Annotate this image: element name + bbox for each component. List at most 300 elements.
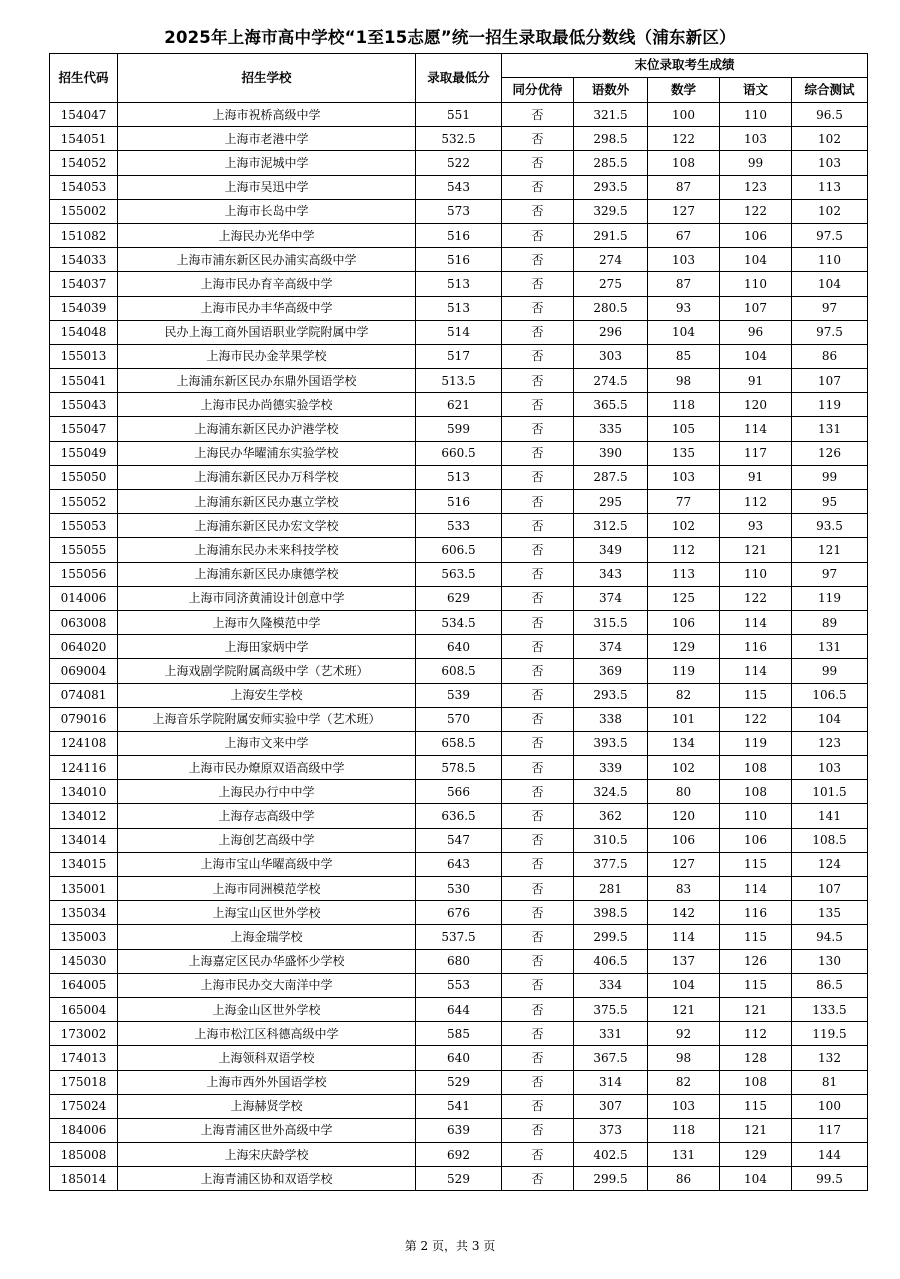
table-row bbox=[50, 1167, 868, 1191]
school-code-cell: 135034 bbox=[50, 901, 118, 925]
yushuwai-score-cell: 367.5 bbox=[574, 1046, 648, 1070]
min-score-cell: 517 bbox=[416, 344, 502, 368]
yushuwai-score-cell: 314 bbox=[574, 1070, 648, 1094]
school-code-cell: 175024 bbox=[50, 1094, 118, 1118]
school-name-cell: 上海音乐学院附属安师实验中学（艺术班） bbox=[118, 707, 416, 731]
min-score-cell: 606.5 bbox=[416, 538, 502, 562]
tie-priority-cell: 否 bbox=[502, 877, 574, 901]
tie-priority-cell: 否 bbox=[502, 320, 574, 344]
comprehensive-score-cell: 131 bbox=[792, 417, 868, 441]
math-score-cell: 103 bbox=[648, 1094, 720, 1118]
yushuwai-score-cell: 369 bbox=[574, 659, 648, 683]
tie-priority-cell: 否 bbox=[502, 175, 574, 199]
school-name-cell: 上海赫贤学校 bbox=[118, 1094, 416, 1118]
table-row bbox=[50, 465, 868, 489]
comprehensive-score-cell: 121 bbox=[792, 538, 868, 562]
comprehensive-score-cell: 86 bbox=[792, 344, 868, 368]
comprehensive-score-cell: 89 bbox=[792, 610, 868, 634]
school-name-cell: 上海青浦区世外高级中学 bbox=[118, 1118, 416, 1142]
min-score-cell: 534.5 bbox=[416, 610, 502, 634]
comprehensive-score-cell: 95 bbox=[792, 490, 868, 514]
comprehensive-score-cell: 97.5 bbox=[792, 320, 868, 344]
school-code-cell: 155041 bbox=[50, 369, 118, 393]
chinese-score-cell: 112 bbox=[720, 490, 792, 514]
min-score-cell: 608.5 bbox=[416, 659, 502, 683]
tie-priority-cell: 否 bbox=[502, 804, 574, 828]
chinese-score-cell: 115 bbox=[720, 852, 792, 876]
header-tie-priority: 同分优待 bbox=[502, 78, 574, 103]
school-name-cell: 上海青浦区协和双语学校 bbox=[118, 1167, 416, 1191]
math-score-cell: 82 bbox=[648, 683, 720, 707]
math-score-cell: 101 bbox=[648, 707, 720, 731]
chinese-score-cell: 108 bbox=[720, 780, 792, 804]
tie-priority-cell: 否 bbox=[502, 1046, 574, 1070]
school-code-cell: 155052 bbox=[50, 490, 118, 514]
tie-priority-cell: 否 bbox=[502, 1143, 574, 1167]
chinese-score-cell: 104 bbox=[720, 248, 792, 272]
yushuwai-score-cell: 335 bbox=[574, 417, 648, 441]
min-score-cell: 516 bbox=[416, 223, 502, 247]
comprehensive-score-cell: 102 bbox=[792, 127, 868, 151]
school-code-cell: 079016 bbox=[50, 707, 118, 731]
table-row bbox=[50, 151, 868, 175]
min-score-cell: 513 bbox=[416, 272, 502, 296]
math-score-cell: 118 bbox=[648, 1118, 720, 1142]
min-score-cell: 621 bbox=[416, 393, 502, 417]
school-name-cell: 上海市老港中学 bbox=[118, 127, 416, 151]
chinese-score-cell: 122 bbox=[720, 707, 792, 731]
min-score-cell: 529 bbox=[416, 1070, 502, 1094]
school-code-cell: 155043 bbox=[50, 393, 118, 417]
chinese-score-cell: 106 bbox=[720, 223, 792, 247]
min-score-cell: 516 bbox=[416, 490, 502, 514]
min-score-cell: 543 bbox=[416, 175, 502, 199]
school-code-cell: 154053 bbox=[50, 175, 118, 199]
school-name-cell: 上海浦东新区民办惠立学校 bbox=[118, 490, 416, 514]
school-name-cell: 上海创艺高级中学 bbox=[118, 828, 416, 852]
school-name-cell: 上海领科双语学校 bbox=[118, 1046, 416, 1070]
school-code-cell: 174013 bbox=[50, 1046, 118, 1070]
tie-priority-cell: 否 bbox=[502, 1022, 574, 1046]
school-name-cell: 上海市民办金苹果学校 bbox=[118, 344, 416, 368]
tie-priority-cell: 否 bbox=[502, 925, 574, 949]
school-name-cell: 上海嘉定区民办华盛怀少学校 bbox=[118, 949, 416, 973]
header-last-admitted-group: 末位录取考生成绩 bbox=[502, 54, 868, 78]
school-code-cell: 155055 bbox=[50, 538, 118, 562]
table-row bbox=[50, 997, 868, 1021]
math-score-cell: 127 bbox=[648, 199, 720, 223]
chinese-score-cell: 114 bbox=[720, 659, 792, 683]
chinese-score-cell: 103 bbox=[720, 127, 792, 151]
min-score-cell: 570 bbox=[416, 707, 502, 731]
min-score-cell: 532.5 bbox=[416, 127, 502, 151]
yushuwai-score-cell: 303 bbox=[574, 344, 648, 368]
min-score-cell: 547 bbox=[416, 828, 502, 852]
school-name-cell: 上海金瑞学校 bbox=[118, 925, 416, 949]
school-name-cell: 上海市吴迅中学 bbox=[118, 175, 416, 199]
tie-priority-cell: 否 bbox=[502, 127, 574, 151]
comprehensive-score-cell: 131 bbox=[792, 635, 868, 659]
table-row bbox=[50, 562, 868, 586]
math-score-cell: 137 bbox=[648, 949, 720, 973]
math-score-cell: 127 bbox=[648, 852, 720, 876]
school-name-cell: 上海市民办丰华高级中学 bbox=[118, 296, 416, 320]
table-row bbox=[50, 1046, 868, 1070]
chinese-score-cell: 115 bbox=[720, 973, 792, 997]
comprehensive-score-cell: 117 bbox=[792, 1118, 868, 1142]
school-name-cell: 上海市久隆模范中学 bbox=[118, 610, 416, 634]
tie-priority-cell: 否 bbox=[502, 223, 574, 247]
yushuwai-score-cell: 393.5 bbox=[574, 731, 648, 755]
school-code-cell: 154033 bbox=[50, 248, 118, 272]
chinese-score-cell: 116 bbox=[720, 635, 792, 659]
yushuwai-score-cell: 374 bbox=[574, 586, 648, 610]
chinese-score-cell: 115 bbox=[720, 683, 792, 707]
school-name-cell: 上海民办光华中学 bbox=[118, 223, 416, 247]
school-code-cell: 165004 bbox=[50, 997, 118, 1021]
chinese-score-cell: 120 bbox=[720, 393, 792, 417]
comprehensive-score-cell: 103 bbox=[792, 756, 868, 780]
math-score-cell: 114 bbox=[648, 925, 720, 949]
school-name-cell: 上海安生学校 bbox=[118, 683, 416, 707]
table-row bbox=[50, 925, 868, 949]
school-name-cell: 上海市泥城中学 bbox=[118, 151, 416, 175]
school-code-cell: 134014 bbox=[50, 828, 118, 852]
school-name-cell: 上海市长岛中学 bbox=[118, 199, 416, 223]
chinese-score-cell: 119 bbox=[720, 731, 792, 755]
tie-priority-cell: 否 bbox=[502, 538, 574, 562]
math-score-cell: 87 bbox=[648, 272, 720, 296]
math-score-cell: 125 bbox=[648, 586, 720, 610]
math-score-cell: 106 bbox=[648, 610, 720, 634]
min-score-cell: 658.5 bbox=[416, 731, 502, 755]
table-row bbox=[50, 731, 868, 755]
chinese-score-cell: 115 bbox=[720, 1094, 792, 1118]
math-score-cell: 122 bbox=[648, 127, 720, 151]
comprehensive-score-cell: 110 bbox=[792, 248, 868, 272]
yushuwai-score-cell: 331 bbox=[574, 1022, 648, 1046]
yushuwai-score-cell: 406.5 bbox=[574, 949, 648, 973]
tie-priority-cell: 否 bbox=[502, 659, 574, 683]
tie-priority-cell: 否 bbox=[502, 756, 574, 780]
school-code-cell: 154051 bbox=[50, 127, 118, 151]
yushuwai-score-cell: 334 bbox=[574, 973, 648, 997]
min-score-cell: 639 bbox=[416, 1118, 502, 1142]
tie-priority-cell: 否 bbox=[502, 103, 574, 127]
chinese-score-cell: 114 bbox=[720, 877, 792, 901]
min-score-cell: 578.5 bbox=[416, 756, 502, 780]
math-score-cell: 129 bbox=[648, 635, 720, 659]
table-row bbox=[50, 973, 868, 997]
min-score-cell: 599 bbox=[416, 417, 502, 441]
comprehensive-score-cell: 101.5 bbox=[792, 780, 868, 804]
table-row bbox=[50, 635, 868, 659]
math-score-cell: 98 bbox=[648, 369, 720, 393]
tie-priority-cell: 否 bbox=[502, 973, 574, 997]
school-code-cell: 063008 bbox=[50, 610, 118, 634]
school-name-cell: 上海市民办尚德实验学校 bbox=[118, 393, 416, 417]
chinese-score-cell: 108 bbox=[720, 756, 792, 780]
math-score-cell: 131 bbox=[648, 1143, 720, 1167]
min-score-cell: 513.5 bbox=[416, 369, 502, 393]
comprehensive-score-cell: 133.5 bbox=[792, 997, 868, 1021]
comprehensive-score-cell: 97.5 bbox=[792, 223, 868, 247]
chinese-score-cell: 110 bbox=[720, 103, 792, 127]
table-row bbox=[50, 804, 868, 828]
comprehensive-score-cell: 144 bbox=[792, 1143, 868, 1167]
table-row bbox=[50, 248, 868, 272]
tie-priority-cell: 否 bbox=[502, 296, 574, 320]
school-code-cell: 074081 bbox=[50, 683, 118, 707]
table-row bbox=[50, 707, 868, 731]
math-score-cell: 113 bbox=[648, 562, 720, 586]
school-code-cell: 155050 bbox=[50, 465, 118, 489]
yushuwai-score-cell: 338 bbox=[574, 707, 648, 731]
school-code-cell: 135001 bbox=[50, 877, 118, 901]
yushuwai-score-cell: 349 bbox=[574, 538, 648, 562]
chinese-score-cell: 121 bbox=[720, 538, 792, 562]
chinese-score-cell: 99 bbox=[720, 151, 792, 175]
min-score-cell: 513 bbox=[416, 465, 502, 489]
school-code-cell: 155053 bbox=[50, 514, 118, 538]
min-score-cell: 643 bbox=[416, 852, 502, 876]
chinese-score-cell: 116 bbox=[720, 901, 792, 925]
table-row bbox=[50, 344, 868, 368]
table-row bbox=[50, 272, 868, 296]
chinese-score-cell: 104 bbox=[720, 1167, 792, 1191]
tie-priority-cell: 否 bbox=[502, 635, 574, 659]
comprehensive-score-cell: 104 bbox=[792, 272, 868, 296]
school-name-cell: 上海宝山区世外学校 bbox=[118, 901, 416, 925]
min-score-cell: 539 bbox=[416, 683, 502, 707]
school-code-cell: 124108 bbox=[50, 731, 118, 755]
table-row bbox=[50, 369, 868, 393]
school-name-cell: 上海市宝山华曜高级中学 bbox=[118, 852, 416, 876]
yushuwai-score-cell: 373 bbox=[574, 1118, 648, 1142]
school-code-cell: 134012 bbox=[50, 804, 118, 828]
school-code-cell: 154039 bbox=[50, 296, 118, 320]
school-name-cell: 民办上海工商外国语职业学院附属中学 bbox=[118, 320, 416, 344]
school-name-cell: 上海市文来中学 bbox=[118, 731, 416, 755]
min-score-cell: 660.5 bbox=[416, 441, 502, 465]
math-score-cell: 98 bbox=[648, 1046, 720, 1070]
school-code-cell: 154047 bbox=[50, 103, 118, 127]
school-code-cell: 173002 bbox=[50, 1022, 118, 1046]
tie-priority-cell: 否 bbox=[502, 852, 574, 876]
comprehensive-score-cell: 124 bbox=[792, 852, 868, 876]
comprehensive-score-cell: 113 bbox=[792, 175, 868, 199]
math-score-cell: 134 bbox=[648, 731, 720, 755]
school-name-cell: 上海民办行中中学 bbox=[118, 780, 416, 804]
table-row bbox=[50, 1070, 868, 1094]
yushuwai-score-cell: 375.5 bbox=[574, 997, 648, 1021]
math-score-cell: 103 bbox=[648, 465, 720, 489]
comprehensive-score-cell: 126 bbox=[792, 441, 868, 465]
yushuwai-score-cell: 315.5 bbox=[574, 610, 648, 634]
yushuwai-score-cell: 298.5 bbox=[574, 127, 648, 151]
math-score-cell: 118 bbox=[648, 393, 720, 417]
comprehensive-score-cell: 102 bbox=[792, 199, 868, 223]
yushuwai-score-cell: 365.5 bbox=[574, 393, 648, 417]
math-score-cell: 82 bbox=[648, 1070, 720, 1094]
school-code-cell: 164005 bbox=[50, 973, 118, 997]
math-score-cell: 85 bbox=[648, 344, 720, 368]
math-score-cell: 112 bbox=[648, 538, 720, 562]
tie-priority-cell: 否 bbox=[502, 949, 574, 973]
chinese-score-cell: 117 bbox=[720, 441, 792, 465]
chinese-score-cell: 114 bbox=[720, 417, 792, 441]
min-score-cell: 522 bbox=[416, 151, 502, 175]
math-score-cell: 104 bbox=[648, 320, 720, 344]
comprehensive-score-cell: 97 bbox=[792, 562, 868, 586]
school-code-cell: 014006 bbox=[50, 586, 118, 610]
school-code-cell: 134010 bbox=[50, 780, 118, 804]
tie-priority-cell: 否 bbox=[502, 707, 574, 731]
header-math: 数学 bbox=[648, 78, 720, 103]
tie-priority-cell: 否 bbox=[502, 1167, 574, 1191]
math-score-cell: 67 bbox=[648, 223, 720, 247]
math-score-cell: 142 bbox=[648, 901, 720, 925]
chinese-score-cell: 108 bbox=[720, 1070, 792, 1094]
table-row bbox=[50, 852, 868, 876]
chinese-score-cell: 110 bbox=[720, 562, 792, 586]
school-code-cell: 135003 bbox=[50, 925, 118, 949]
tie-priority-cell: 否 bbox=[502, 562, 574, 586]
table-row bbox=[50, 441, 868, 465]
table-row bbox=[50, 901, 868, 925]
comprehensive-score-cell: 119.5 bbox=[792, 1022, 868, 1046]
min-score-cell: 573 bbox=[416, 199, 502, 223]
admission-score-table bbox=[49, 53, 868, 1191]
min-score-cell: 676 bbox=[416, 901, 502, 925]
tie-priority-cell: 否 bbox=[502, 610, 574, 634]
yushuwai-score-cell: 274 bbox=[574, 248, 648, 272]
school-name-cell: 上海宋庆龄学校 bbox=[118, 1143, 416, 1167]
page-footer: 第 2 页，共 3 页 bbox=[404, 1239, 496, 1253]
comprehensive-score-cell: 141 bbox=[792, 804, 868, 828]
yushuwai-score-cell: 398.5 bbox=[574, 901, 648, 925]
math-score-cell: 135 bbox=[648, 441, 720, 465]
school-code-cell: 184006 bbox=[50, 1118, 118, 1142]
math-score-cell: 120 bbox=[648, 804, 720, 828]
tie-priority-cell: 否 bbox=[502, 1070, 574, 1094]
header-comprehensive-test: 综合测试 bbox=[792, 78, 868, 103]
school-name-cell: 上海浦东新区民办沪港学校 bbox=[118, 417, 416, 441]
chinese-score-cell: 106 bbox=[720, 828, 792, 852]
chinese-score-cell: 107 bbox=[720, 296, 792, 320]
school-name-cell: 上海金山区世外学校 bbox=[118, 997, 416, 1021]
min-score-cell: 692 bbox=[416, 1143, 502, 1167]
chinese-score-cell: 122 bbox=[720, 586, 792, 610]
min-score-cell: 585 bbox=[416, 1022, 502, 1046]
chinese-score-cell: 126 bbox=[720, 949, 792, 973]
comprehensive-score-cell: 100 bbox=[792, 1094, 868, 1118]
table-row bbox=[50, 756, 868, 780]
school-name-cell: 上海市民办交大南洋中学 bbox=[118, 973, 416, 997]
chinese-score-cell: 129 bbox=[720, 1143, 792, 1167]
school-code-cell: 155013 bbox=[50, 344, 118, 368]
yushuwai-score-cell: 374 bbox=[574, 635, 648, 659]
yushuwai-score-cell: 312.5 bbox=[574, 514, 648, 538]
school-code-cell: 154048 bbox=[50, 320, 118, 344]
tie-priority-cell: 否 bbox=[502, 369, 574, 393]
school-code-cell: 155002 bbox=[50, 199, 118, 223]
school-name-cell: 上海浦东新区民办万科学校 bbox=[118, 465, 416, 489]
math-score-cell: 105 bbox=[648, 417, 720, 441]
tie-priority-cell: 否 bbox=[502, 901, 574, 925]
school-code-cell: 145030 bbox=[50, 949, 118, 973]
school-name-cell: 上海市浦东新区民办浦实高级中学 bbox=[118, 248, 416, 272]
header-yushuwai: 语数外 bbox=[574, 78, 648, 103]
school-code-cell: 064020 bbox=[50, 635, 118, 659]
school-name-cell: 上海浦东新区民办宏文学校 bbox=[118, 514, 416, 538]
comprehensive-score-cell: 97 bbox=[792, 296, 868, 320]
tie-priority-cell: 否 bbox=[502, 248, 574, 272]
table-row bbox=[50, 1143, 868, 1167]
comprehensive-score-cell: 94.5 bbox=[792, 925, 868, 949]
table-row bbox=[50, 1118, 868, 1142]
tie-priority-cell: 否 bbox=[502, 393, 574, 417]
table-row bbox=[50, 296, 868, 320]
yushuwai-score-cell: 293.5 bbox=[574, 175, 648, 199]
yushuwai-score-cell: 299.5 bbox=[574, 1167, 648, 1191]
table-row bbox=[50, 586, 868, 610]
table-row bbox=[50, 1022, 868, 1046]
school-code-cell: 154037 bbox=[50, 272, 118, 296]
school-name-cell: 上海市祝桥高级中学 bbox=[118, 103, 416, 127]
table-row bbox=[50, 659, 868, 683]
min-score-cell: 530 bbox=[416, 877, 502, 901]
yushuwai-score-cell: 293.5 bbox=[574, 683, 648, 707]
school-name-cell: 上海浦东民办未来科技学校 bbox=[118, 538, 416, 562]
school-name-cell: 上海市民办燎原双语高级中学 bbox=[118, 756, 416, 780]
table-row bbox=[50, 514, 868, 538]
tie-priority-cell: 否 bbox=[502, 1118, 574, 1142]
comprehensive-score-cell: 130 bbox=[792, 949, 868, 973]
table-row bbox=[50, 393, 868, 417]
tie-priority-cell: 否 bbox=[502, 828, 574, 852]
school-code-cell: 155049 bbox=[50, 441, 118, 465]
math-score-cell: 83 bbox=[648, 877, 720, 901]
chinese-score-cell: 122 bbox=[720, 199, 792, 223]
yushuwai-score-cell: 362 bbox=[574, 804, 648, 828]
comprehensive-score-cell: 104 bbox=[792, 707, 868, 731]
school-name-cell: 上海市民办育辛高级中学 bbox=[118, 272, 416, 296]
header-code: 招生代码 bbox=[50, 54, 118, 103]
comprehensive-score-cell: 132 bbox=[792, 1046, 868, 1070]
math-score-cell: 121 bbox=[648, 997, 720, 1021]
yushuwai-score-cell: 307 bbox=[574, 1094, 648, 1118]
yushuwai-score-cell: 280.5 bbox=[574, 296, 648, 320]
min-score-cell: 680 bbox=[416, 949, 502, 973]
comprehensive-score-cell: 93.5 bbox=[792, 514, 868, 538]
tie-priority-cell: 否 bbox=[502, 514, 574, 538]
chinese-score-cell: 114 bbox=[720, 610, 792, 634]
math-score-cell: 80 bbox=[648, 780, 720, 804]
min-score-cell: 513 bbox=[416, 296, 502, 320]
tie-priority-cell: 否 bbox=[502, 344, 574, 368]
math-score-cell: 108 bbox=[648, 151, 720, 175]
yushuwai-score-cell: 339 bbox=[574, 756, 648, 780]
school-name-cell: 上海浦东新区民办康德学校 bbox=[118, 562, 416, 586]
comprehensive-score-cell: 106.5 bbox=[792, 683, 868, 707]
chinese-score-cell: 121 bbox=[720, 1118, 792, 1142]
comprehensive-score-cell: 86.5 bbox=[792, 973, 868, 997]
yushuwai-score-cell: 291.5 bbox=[574, 223, 648, 247]
tie-priority-cell: 否 bbox=[502, 199, 574, 223]
school-code-cell: 175018 bbox=[50, 1070, 118, 1094]
school-name-cell: 上海存志高级中学 bbox=[118, 804, 416, 828]
